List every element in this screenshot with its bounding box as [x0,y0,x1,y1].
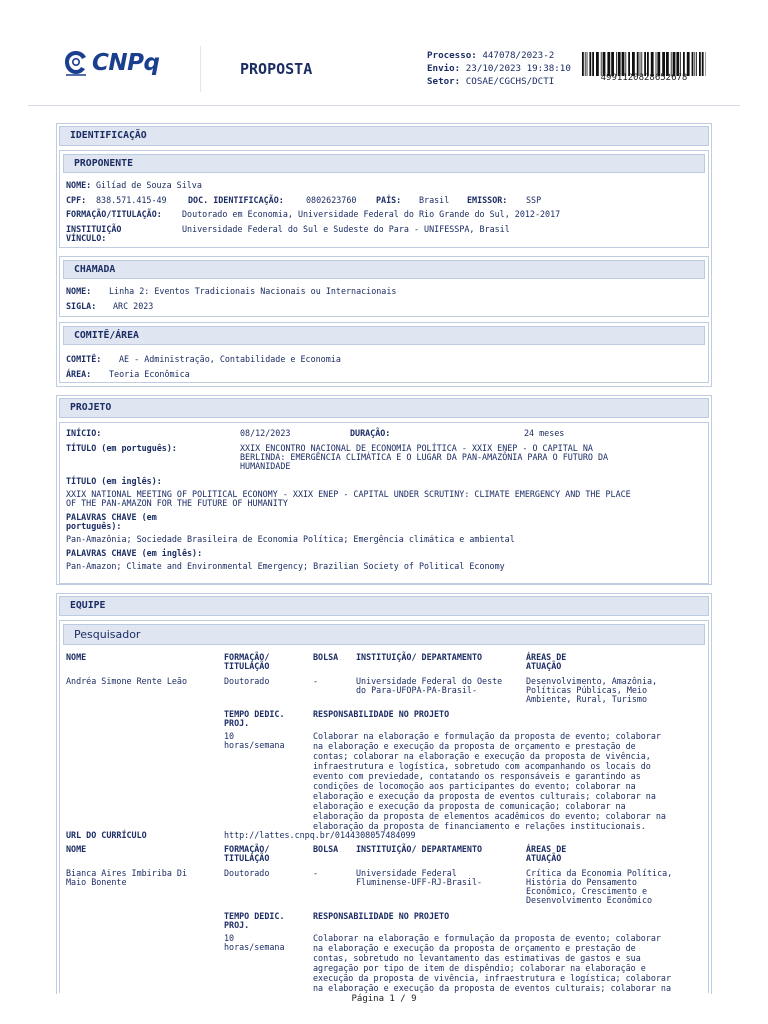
resp-line: contas, sobretudo no levantamento das estimativas de gastos e sua [313,953,641,963]
col-formacao: FORMAÇÃO/ [224,844,270,854]
url-label: URL DO CURRÍCULO [66,830,147,840]
resp-line: elaboração e execução da proposta de eventos culturais; colaborar na [313,791,656,801]
formacao-value: Doutorado em Economia, Universidade Federal do Rio Grande do Sul, 2012-2017 [182,209,561,219]
pais-value: Brasil [419,195,450,205]
member-tempo-unit: horas/semana [224,942,285,952]
identificacao-heading: IDENTIFICAÇÃO [59,126,709,146]
comite-box [59,322,709,383]
col-responsabilidade: RESPONSABILIDADE NO PROJETO [313,911,450,921]
col-titulacao: TITULAÇÃO [224,853,270,863]
titulo-en-line: OF THE PAN-AMAZON FOR THE FUTURE OF HUMANITY [66,498,288,508]
page-number: Página 1 / 9 [351,994,417,1004]
comite-value: AE - Administração, Contabilidade e Economia [119,354,341,364]
process-meta [427,49,571,88]
resp-line: evento com previedade, contatando os responsáveis e garantindo as [313,771,641,781]
member-instituicao: Fluminense-UFF-RJ-Brasil- [356,877,483,887]
titulo-en-label: TÍTULO (em inglês): [66,476,162,486]
nome-label: NOME: [66,180,92,190]
chamada-nome-label: NOME: [66,286,92,296]
col-responsabilidade: RESPONSABILIDADE NO PROJETO [313,709,450,719]
titulo-pt-line: XXIX ENCONTRO NACIONAL DE ECONOMIA POLÍTICA - XXIX ENEP - O CAPITAL NA [240,443,593,453]
chamada-heading: CHAMADA [63,260,705,279]
resp-line: condições de locomoção aos participantes do evento; colaborar na [313,781,636,791]
emissor-value: SSP [526,195,542,205]
proponente-heading: PROPONENTE [63,154,705,173]
nome-value: Gilíad de Souza Silva [96,180,202,190]
col-nome: NOME [66,844,87,854]
equipe-heading: EQUIPE [59,596,709,616]
palavras-pt-value: Pan-Amazônia; Sociedade Brasileira de Economia Política; Emergência climática e ambiental [66,534,515,544]
titulo-pt-line: BERLINDA: EMERGÊNCIA CLIMÁTICA E O LUGAR DA PAN-AMAZÔNIA PARA O FUTURO DA [240,452,609,462]
member-tempo-unit: horas/semana [224,740,285,750]
pesquisador-box [59,620,709,993]
instituicao-value: Universidade Federal do Sul e Sudeste do Para - UNIFESSPA, Brasil [182,224,510,234]
doc-value: 0802623760 [306,195,357,205]
titulo-pt-label: TÍTULO (em português): [66,443,177,453]
resp-line: execução da proposta de vivência, infraestrutura e logística; colaborar [313,973,671,983]
resp-line: elaboração da proposta de elementos acadêmicos do evento; colaborar na [313,811,666,821]
processo-label: Processo: [427,50,477,61]
palavras-pt-label: PALAVRAS CHAVE (em [66,512,157,522]
col-titulacao: TITULAÇÃO [224,661,270,671]
col-tempo: TEMPO DEDIC. [224,911,285,921]
formacao-label: FORMAÇÃO/TITULAÇÃO: [66,209,162,219]
area-value: Teoria Econômica [109,369,190,379]
member-nome: Maio Bonente [66,877,127,887]
col-bolsa: BOLSA [313,652,339,662]
comite-label: COMITÊ: [66,354,102,364]
vinculo-label: VÍNCULO: [66,233,107,243]
resp-line: agregação por tipo de item de dispêndio; colaborar na elaboração e [313,963,646,973]
envio-label: Envio: [427,63,461,74]
setor-label: Setor: [427,76,461,87]
col-instituicao: INSTITUIÇÃO/ DEPARTAMENTO [356,844,483,854]
curriculo-link[interactable]: http://lattes.cnpq.br/0144308057484099 [224,830,416,840]
col-bolsa: BOLSA [313,844,339,854]
member-areas: Desenvolvimento, Amazônia, [526,676,658,686]
equipe-section [56,593,712,994]
resp-line: elaboração da proposta de financiamento e relações institucionais. [313,821,646,831]
resp-line: Colaborar na elaboração e formulação da proposta de evento; colaborar [313,933,661,943]
duracao-label: DURAÇÃO: [350,428,391,438]
chamada-nome-value: Linha 2: Eventos Tradicionais Nacionais ou Internacionais [109,286,397,296]
palavras-pt-label-2: português): [66,521,122,531]
header-divider [200,46,201,92]
cpf-value: 838.571.415-49 [96,195,167,205]
member-bolsa: - [313,676,319,686]
member-areas: Econômico, Crescimento e [526,886,648,896]
resp-line: Colaborar na elaboração e formulação da proposta de evento; colaborar [313,731,661,741]
envio-value: 23/10/2023 19:38:10 [465,63,571,74]
document-header [0,0,768,108]
member-areas: Ambiente, Rural, Turismo [526,694,648,704]
barcode-number: 4991120828652678 [600,73,688,83]
member-instituicao: Universidade Federal [356,868,457,878]
pais-label: PAÍS: [376,195,402,205]
cnpq-logo-text: CNPq [92,50,160,76]
page-title: PROPOSTA [240,60,313,78]
member-tempo: 10 [224,731,235,741]
area-label: ÁREA: [66,369,92,379]
comite-heading: COMITÊ/ÁREA [63,326,705,345]
member-nome: Andréa Simone Rente Leão [66,676,188,686]
projeto-heading: PROJETO [59,398,709,418]
col-atuacao: ATUAÇÃO [526,661,562,671]
member-responsabilidade [313,731,666,831]
col-nome: NOME [66,652,87,662]
doc-label: DOC. IDENTIFICAÇÃO: [188,195,284,205]
resp-line: na elaboração e execução da proposta de orçamento e prestação de [313,943,636,953]
processo-value: 447078/2023-2 [482,50,555,61]
emissor-label: EMISSOR: [467,195,508,205]
header-rule [28,105,740,106]
titulo-en-line: XXIX NATIONAL MEETING OF POLITICAL ECONOMY - XXIX ENEP - CAPITAL UNDER SCRUTINY: CLIMATE EMERGENCY AND THE PLACE [66,489,631,499]
member-tempo: 10 [224,933,235,943]
projeto-section [56,395,712,585]
titulo-pt-line: HUMANIDADE [240,461,291,471]
col-tempo-proj: PROJ. [224,920,250,930]
proponente-box [59,150,709,248]
col-tempo: TEMPO DEDIC. [224,709,285,719]
member-instituicao: Universidade Federal do Oeste [356,676,503,686]
duracao-value: 24 meses [524,428,565,438]
col-atuacao: ATUAÇÃO [526,853,562,863]
resp-line: na elaboração e execução da proposta de orçamento e prestação de [313,741,636,751]
palavras-en-label: PALAVRAS CHAVE (em inglês): [66,548,203,558]
member-areas: História do Pensamento [526,877,637,887]
member-instituicao: do Para-UFOPA-PA-Brasil- [356,685,478,695]
projeto-box [59,422,709,584]
col-tempo-proj: PROJ. [224,718,250,728]
col-instituicao: INSTITUIÇÃO/ DEPARTAMENTO [356,652,483,662]
sigla-value: ARC 2023 [113,301,154,311]
member-responsabilidade [313,933,671,993]
cpf-label: CPF: [66,195,87,205]
identificacao-section [56,123,712,387]
member-areas: Políticas Públicas, Meio [526,685,648,695]
instituicao-label: INSTITUIÇÃO [66,224,122,234]
cnpq-logo [62,48,159,78]
resp-line: infraestrutura e logística, sobretudo com acompanhando os locais do [313,761,651,771]
member-bolsa: - [313,868,319,878]
resp-line: contas; colaborar na elaboração e execução da proposta de vivência, [313,751,651,761]
inicio-label: INÍCIO: [66,428,102,438]
setor-value: COSAE/CGCHS/DCTI [465,76,555,87]
member-areas: Crítica da Economia Política, [526,868,673,878]
col-areas: ÁREAS DE [526,844,567,854]
inicio-value: 08/12/2023 [240,428,291,438]
member-formacao: Doutorado [224,676,270,686]
resp-line: na elaboração e execução da proposta de eventos culturais; colaborar na [313,983,671,993]
palavras-en-value: Pan-Amazon; Climate and Environmental Emergency; Brazilian Society of Political Economy [66,561,505,571]
resp-line: elaboração e execução da proposta de comunicação; colaborar na [313,801,626,811]
sigla-label: SIGLA: [66,301,97,311]
col-formacao: FORMAÇÃO/ [224,652,270,662]
cnpq-emblem-icon [62,48,90,78]
member-formacao: Doutorado [224,868,270,878]
col-areas: ÁREAS DE [526,652,567,662]
pesquisador-heading: Pesquisador [63,624,705,645]
member-nome: Bianca Aires Imbiriba Di [66,868,188,878]
member-areas: Desenvolvimento Econômico [526,895,653,905]
